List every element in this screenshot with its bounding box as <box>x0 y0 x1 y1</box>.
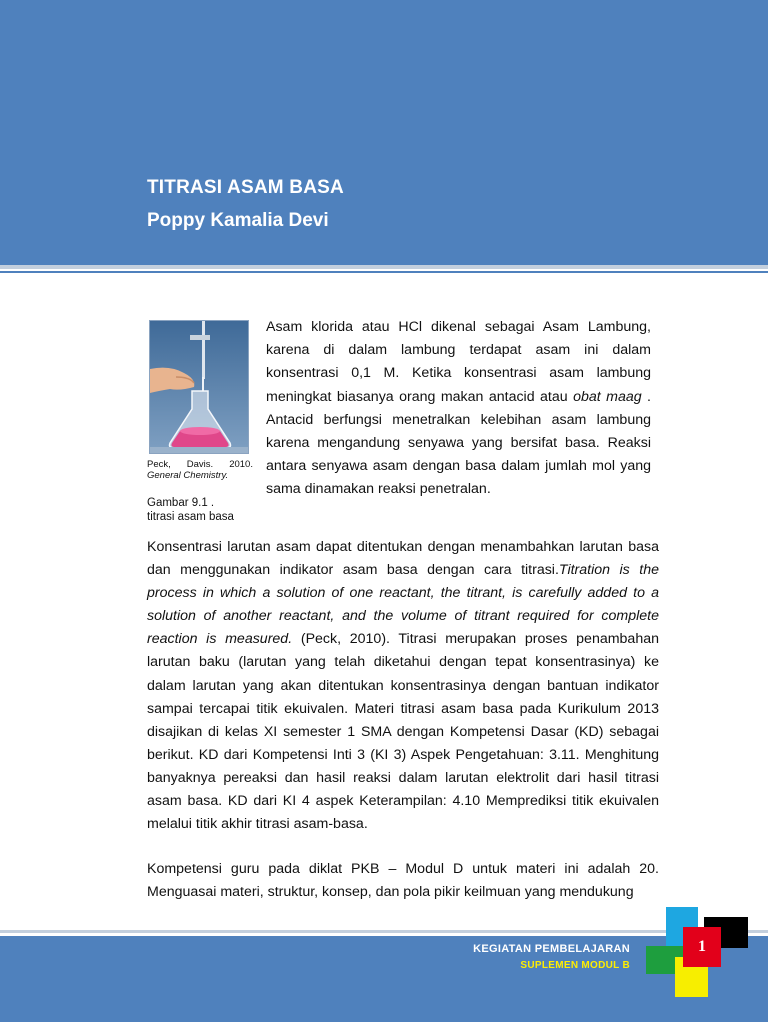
intro-text-2: . Antacid berfungsi menetralkan kelebihan asam lambung karena mengandung senyawa yang bersifat basa. Reaksi antara senyawa asam dengan basa dalam jumlah mol yang sama dinamakan reaksi penetralan. <box>266 388 651 498</box>
footer-divider <box>0 930 768 933</box>
titration-flask-photo <box>149 320 249 454</box>
body-quote-italic: Titration is the process in which a solution of one reactant, the titrant, is carefully added to a solution of another reactant, and the volume of titrant required for complete reaction is measured. <box>147 562 659 648</box>
source-author-2: Davis. <box>186 459 214 470</box>
figure-caption <box>147 496 257 524</box>
source-author-1: Peck, <box>147 459 171 470</box>
footer-label-module: SUPLEMEN MODUL B <box>520 960 630 971</box>
intro-paragraph <box>266 316 651 502</box>
intro-text-italic: obat maag <box>573 388 642 405</box>
figure-source <box>147 459 253 481</box>
header-banner <box>0 0 768 265</box>
figure-caption-text: titrasi asam basa <box>147 511 234 523</box>
intro-text-1: Asam klorida atau HCl dikenal sebagai Asam Lambung, karena di dalam lambung terdapat asam ini dalam konsentrasi 0,1 M. Ketika konsentrasi asam lambung meningkat biasanya orang makan antacid atau <box>266 319 651 405</box>
body-text-2: (Peck, 2010). Titrasi merupakan proses penambahan larutan baku (larutan yang telah diketahui dengan tepat konsentrasinya) ke dalam larutan yang akan ditentukan konsentrasinya dengan bantuan indikator sampai tercapai titik ekuivalen. Materi titrasi asam basa pada Kurikulum 2013 disajikan di kelas XI semester 1 SMA dengan Kompetensi Dasar (KD) sebagai berikut. KD dari Kompetensi Inti 3 (KI 3) Aspek Pengetahuan: 3.11. Menghitung banyaknya pereaksi dan hasil reaksi dalam larutan elektrolit dari hasil titrasi asam basa. KD dari KI 4 aspek Keterampilan: 4.10 Memprediksi titik ekuivalen melalui titik akhir titrasi asam-basa. <box>147 631 659 833</box>
document-title: TITRASI ASAM BASA <box>147 177 344 198</box>
figure-caption-number: Gambar 9.1 . <box>147 497 215 509</box>
footer-label-activity: KEGIATAN PEMBELAJARAN <box>473 943 630 955</box>
header-divider-light <box>0 265 768 269</box>
competency-paragraph: Kompetensi guru pada diklat PKB – Modul D untuk materi ini adalah 20. Menguasai materi, struktur, konsep, dan pola pikir keilmuan yang mendukung <box>147 861 659 901</box>
source-book-title: General Chemistry. <box>147 470 229 481</box>
document-author: Poppy Kamalia Devi <box>147 210 329 231</box>
page-footer <box>0 930 768 1024</box>
source-year: 2010. <box>229 459 253 470</box>
body-paragraph <box>147 536 659 836</box>
body-text-1: Konsentrasi larutan asam dapat ditentukan dengan menambahkan larutan basa dan menggunakan indikator asam basa dengan cara titrasi. <box>147 539 659 579</box>
page-number: 1 <box>683 927 721 967</box>
header-divider-blue <box>0 271 768 273</box>
